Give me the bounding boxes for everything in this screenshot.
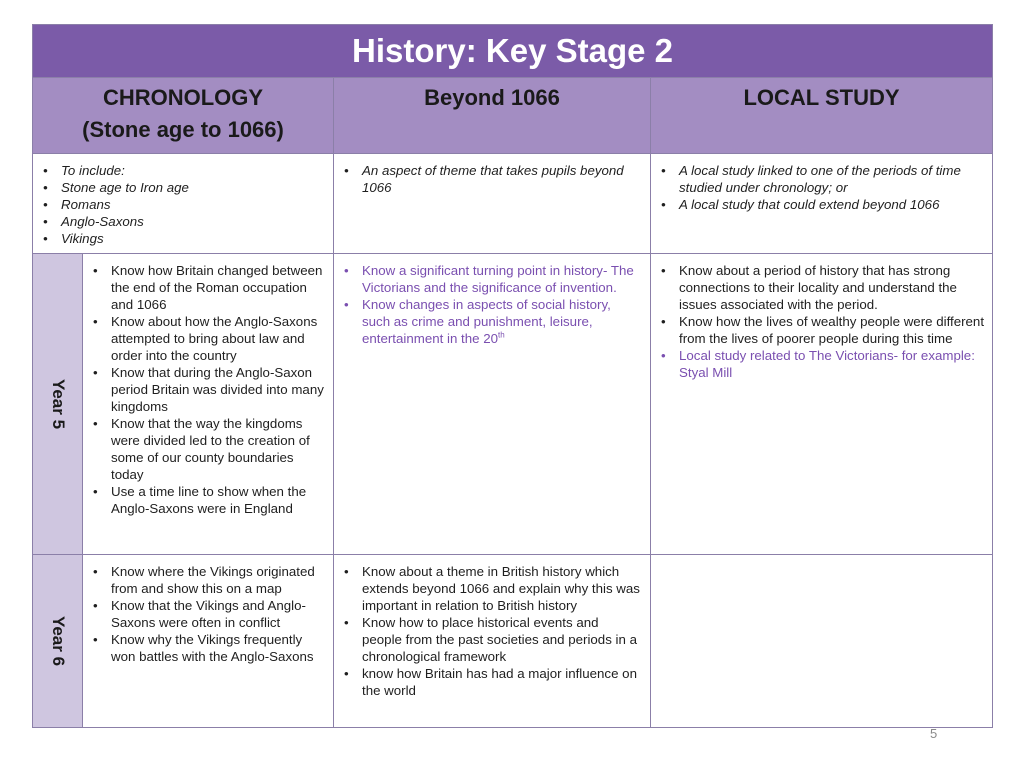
year-5-chronology-list xyxy=(83,254,333,523)
list-item: • Know how to place historical events and people from the past societies and periods in a chronological framework xyxy=(362,614,642,665)
year-5-local-cell xyxy=(651,254,993,555)
page-number: 5 xyxy=(930,726,938,741)
superscript: th xyxy=(498,330,505,340)
year-5-label-cell xyxy=(33,254,83,555)
list-item: • Know how the lives of wealthy people were different from the lives of poorer people during this time xyxy=(679,313,984,347)
column-header-beyond-1066-label: Beyond 1066 xyxy=(424,85,560,110)
curriculum-table xyxy=(32,24,993,728)
guidance-chronology-item: • Romans xyxy=(61,196,325,213)
column-header-chronology-line1: CHRONOLOGY xyxy=(102,85,264,110)
guidance-beyond-list xyxy=(334,154,650,202)
guidance-chronology-item: • Vikings xyxy=(61,230,325,247)
year-6-chronology-list xyxy=(83,555,333,671)
list-item: • Know that the Vikings and Anglo-Saxons were often in conflict xyxy=(111,597,325,631)
guidance-local-list xyxy=(651,154,992,219)
guidance-beyond-cell xyxy=(334,154,651,254)
column-header-beyond-1066 xyxy=(334,78,651,154)
year-5-local-list xyxy=(651,254,992,387)
list-item: • Know that during the Anglo-Saxon period Britain was divided into many kingdoms xyxy=(111,364,325,415)
guidance-chronology-item: • Anglo-Saxons xyxy=(61,213,325,230)
column-header-chronology xyxy=(33,78,334,154)
list-item: • Know how Britain changed between the end of the Roman occupation and 1066 xyxy=(111,262,325,313)
page-title: History: Key Stage 2 xyxy=(33,25,993,78)
year-5-label: Year 5 xyxy=(48,378,68,430)
column-header-local-study xyxy=(651,78,993,154)
list-item: • Know about a theme in British history which extends beyond 1066 and explain why this was important in relation to British history xyxy=(362,563,642,614)
guidance-local-item: • A local study linked to one of the periods of time studied under chronology; or xyxy=(679,162,984,196)
year-6-chronology-cell xyxy=(83,555,334,728)
year-5-beyond-cell xyxy=(334,254,651,555)
guidance-chronology-list xyxy=(33,154,333,253)
guidance-local-cell xyxy=(651,154,993,254)
list-item xyxy=(362,296,642,347)
guidance-chronology-cell xyxy=(33,154,334,254)
year-6-label-cell xyxy=(33,555,83,728)
column-header-local-study-label: LOCAL STUDY xyxy=(743,85,900,110)
year-6-local-cell xyxy=(651,555,993,728)
list-item: • Know about a period of history that has strong connections to their locality and understand the issues associated with the period. xyxy=(679,262,984,313)
year-5-chronology-cell xyxy=(83,254,334,555)
list-item: • Know why the Vikings frequently won battles with the Anglo-Saxons xyxy=(111,631,325,665)
list-item: • Know where the Vikings originated from and show this on a map xyxy=(111,563,325,597)
guidance-local-item: • A local study that could extend beyond 1066 xyxy=(679,196,984,213)
list-item-text: Know changes in aspects of social history, such as crime and punishment, leisure, entertainment in the 20 xyxy=(362,297,611,346)
list-item: • Local study related to The Victorians- for example: Styal Mill xyxy=(679,347,984,381)
year-6-beyond-list xyxy=(334,555,650,705)
guidance-chronology-item: • To include: xyxy=(61,162,325,179)
list-item: • know how Britain has had a major influence on the world xyxy=(362,665,642,699)
year-5-beyond-list xyxy=(334,254,650,353)
list-item: • Know a significant turning point in history- The Victorians and the significance of invention. xyxy=(362,262,642,296)
year-6-beyond-cell xyxy=(334,555,651,728)
column-header-chronology-line2: (Stone age to 1066) xyxy=(82,117,284,142)
list-item: • Use a time line to show when the Anglo-Saxons were in England xyxy=(111,483,325,517)
year-6-label: Year 6 xyxy=(48,615,68,667)
list-item: • Know about how the Anglo-Saxons attempted to bring about law and order into the country xyxy=(111,313,325,364)
guidance-beyond-item: • An aspect of theme that takes pupils beyond 1066 xyxy=(362,162,642,196)
guidance-chronology-item: • Stone age to Iron age xyxy=(61,179,325,196)
list-item: • Know that the way the kingdoms were divided led to the creation of some of our county boundaries today xyxy=(111,415,325,483)
